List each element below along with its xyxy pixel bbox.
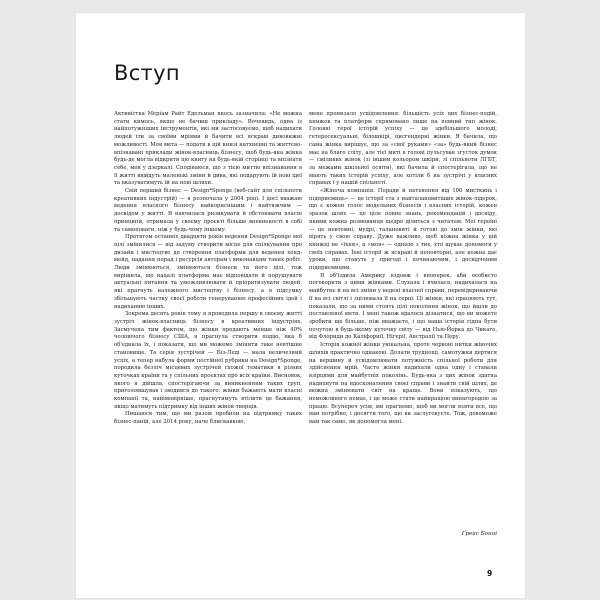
right-column <box>309 111 497 427</box>
page-number: 9 <box>487 569 493 578</box>
paragraph: Активістка Меріам Райт Едельман якось зазначила: «Не можна стати кимось, якщо не бачиш прикладу». Вочевидь, одна із найпотужніших інструментів, які ми застосовуємо, щоб надихати людей іти за своїми мріями й бачити всі яскраві дивовижні можливості. Моя мета — подати в цій книзі натхненні та життєво-впізнавані приклади жінок-власниць бізнесу, щоб будь-яка жінка будь-де могла відкрити цю книгу на будь-якій сторінці та впізнати себе, мов у дзеркалі. Сподіваюся, що з тією миттю впізнавання в її житті ввійдуть маленькі зміни й дива, які подарують їй нові ідеї та вказуватимуть їй на нові шляхи. <box>114 111 302 187</box>
left-column <box>114 111 302 427</box>
chapter-title: Вступ <box>114 61 180 85</box>
paragraph: Зокрема десять років тому я проводила першу в своєму житті зустріч жінок-власниць бізнесу в креативних індустріях. Засмучена тим фактом, що жінки продають менше ніж 40% чоловічого бізнесу США, я прагнула створити подію, яка б об'єднала їх, і показати, що ми можемо змінити таке невтішне становище. Та серія зустрічей — Біз-Леді — мала величезний успіх, а тепер набула форми постійної рубрики на Design*Sponge, породила безліч місцевих зустрічей схожої тематики в різних куточках країни та у спільних проєктах про всіх країни. Висновок, якого я дійшла, спостерігаючи за виникненням таких груп, приголомшував і зводився до такого: жінки бажають мати власні компанії та, найімовірніше, прагнутимуть втілити це бажання, якщо матимуть підтримку від інших жінок-творців. <box>114 311 302 410</box>
paragraph: Пишаюся тим, що ми разом пробили на підтримку таких бізнес-паній, але 2014 року, наче блискавкою, <box>114 411 302 426</box>
paragraph: «Жіноча компанія. Поради й натхнення від 100 мисткинь і підприємиць» — це історії ста з найталановитіших жінок-лідерок, що є кожен голос модельних бізнесів і власних історій, кожен зразок шлях — це ціле повне знань, рекомендацій і досвіду, якими кожна розмовниця щедро ділиться з читачем. Мої героїні — це невтомні, мудрі, талановиті й готові до змін жінки, які вірять у свою справу. Дуже важливо, щоб кожна жінка у цій книжці не «їхня», а «моя» — однією з тих, хто шукає допомоги у своїх справах. Їхні історії ж яскраві й неповторні, але кожна дає уроки, що стануть у пригоді і починаючим, і досвідченим підприємицям. <box>309 188 497 272</box>
book-page <box>76 13 525 598</box>
author-signature: Ґрейс Бонні <box>461 531 497 537</box>
paragraph: Протягом останніх двадцяти років ведення Design*Sponge мої цілі змінилися — від задуму створити місце для спілкування про дизайн і мистецтво до створення платформи для ведення хенд-мейд, надання порад і ресурсів авторам і виконавцям таких робіт. Люди змінюються, змінюються бізнеси та його цілі, тож вирішила, що надалі платформа має відповідати й порушувати актуальні питання та уможливлювати й пріоритизувати людей, які прагнуть належного мистецтву і бізнесу, а в підсумку збільшують частку своєї роботи генеруванню професійних ідей і надиханню інших. <box>114 234 302 310</box>
paragraph: мене пронизало усвідомлення: більшість усіх цих бізнес-подій, книжок та платформ спрямовано лише на певний тип жінок. Головні герої історій успіху — це здебільшого молоді, гетеросексуальні, білошкірі, цисгендерні жінки. Я бачила, що сама жінка вирішує, що за «свої руками» «за» будь-який бізнес має на благо сліту, але тієї миті в голові пульсував згусток думок — сміливих жінок (зі іншим кольором шкіри, зі спільноти ЛГБТ, за межами шкільної освіти), які бачила й спостерігала, що не мають таких історій успіху, але хотіли б на зустрічі у власних справах і у нашій спільноті. <box>309 111 497 187</box>
paragraph: Історія кожної жінки унікальна, проте червоні нитки жіночих шляхів практично однакові. Долати труднощі, самотужки дертися на вершину й усвідомлювати потужність спільної роботи для здійснення мрій. Часто жінки надихали одна одну і ставали взірцями для майбутніх поколінь. Будь-яка з цих жінок здатна надихнути на вдосконалення своєї справи і знайти свій шлях, де можна змінювати світ на краще. Вони показують, що неможливого немає, і це може стати найкращою винагородою за працю. Всупереч усім, ми прагнемо, щоб ви могли взяти все, що вам потрібно, і досягти того, що ви заслуговуєте. Тож, довоможе вам так само, як допомогла мені. <box>309 342 497 426</box>
paragraph: Я об'їздила Америку вздовж і впоперек, аби особисто поговорити з цими жінками. Слухала і вчилася, надихалася на майбутнє й на всі зміни у ведені власної справи, перевідкриваючи її на всі світлі і зцілювала її на серці. Ці жінки, які працюють тут, показали, що за ними стоять цілі покоління жінок, що йшли до поставленої мети. І мені також вдалося дізнатися, що ви можете зробити ще більше, ніж вважаєте, і що ваша історія гідна бути почутою в будь-якому куточку світу — від Нью-Йорка до Чикаго, від Флориди до Каліфорнії, Нігерії, Австралії та Перу. <box>309 272 497 341</box>
paragraph: Свій перший бізнес — Design*Sponge (веб-сайт для спільноти креативних індустрій) — я розпочала у 2004 році. І досі вважаю ведення власного бізнесу найкориснішим і найтяжчим — досвідом у житті. Я навчилася ризикувати й обстоювати власні принципи, отримала у своєму проєкті більше впевненості в собі та самоповаги, ніж у будь-чому іншому. <box>114 188 302 233</box>
